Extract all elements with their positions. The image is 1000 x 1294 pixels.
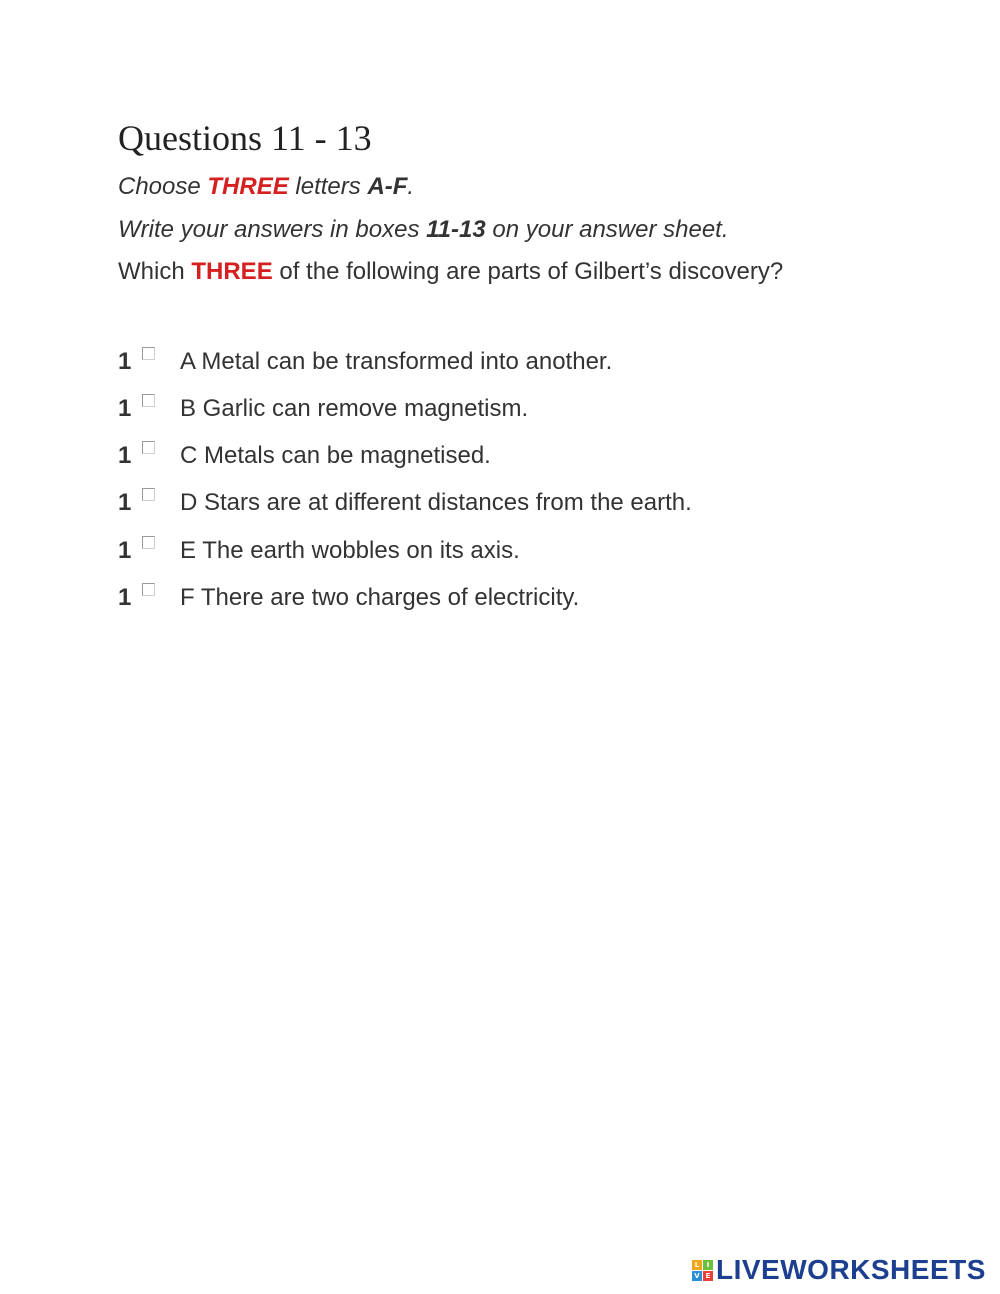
instruction-choose-count: THREE — [207, 173, 289, 200]
option-number: 1 — [118, 489, 132, 516]
logo-mark-letter-e: E — [703, 1271, 713, 1281]
option-number: 1 — [118, 442, 132, 469]
liveworksheets-logo-text: LIVEWORKSHEETS — [716, 1254, 986, 1285]
option-d-checkbox[interactable] — [142, 488, 155, 501]
option-e-checkbox[interactable] — [142, 536, 155, 549]
instruction-write-boxes: 11-13 — [426, 216, 486, 243]
logo-mark-letter-v: V — [692, 1271, 702, 1281]
option-b — [118, 394, 818, 424]
option-d-label: D Stars are at different distances from the earth. — [180, 489, 692, 516]
option-number: 1 — [118, 537, 132, 564]
question-prompt-count: THREE — [191, 258, 273, 285]
option-a — [118, 347, 818, 377]
option-f — [118, 583, 818, 613]
instruction-choose-pre: Choose — [118, 173, 208, 200]
question-prompt-pre: Which — [118, 258, 192, 285]
option-number: 1 — [118, 584, 132, 611]
option-c — [118, 441, 818, 471]
instruction-write-pre: Write your answers in boxes — [118, 216, 427, 243]
option-b-checkbox[interactable] — [142, 394, 155, 407]
option-number: 1 — [118, 348, 132, 375]
instruction-choose — [118, 172, 414, 202]
option-e — [118, 536, 818, 566]
question-prompt-post: of the following are parts of Gilbert’s discovery? — [272, 258, 784, 285]
logo-mark-letter-i: I — [703, 1260, 713, 1270]
liveworksheets-logo-mark-icon — [692, 1260, 713, 1281]
page-title: Questions 11 - 13 — [118, 118, 372, 158]
option-b-label: B Garlic can remove magnetism. — [180, 395, 529, 422]
instruction-choose-range: A-F — [367, 173, 408, 200]
option-c-checkbox[interactable] — [142, 441, 155, 454]
option-a-label: A Metal can be transformed into another. — [180, 348, 613, 375]
option-f-label: F There are two charges of electricity. — [180, 584, 580, 611]
instruction-write-post: on your answer sheet. — [485, 216, 729, 243]
option-a-checkbox[interactable] — [142, 347, 155, 360]
option-f-checkbox[interactable] — [142, 583, 155, 596]
instruction-choose-mid: letters — [288, 173, 368, 200]
liveworksheets-logo — [692, 1255, 986, 1285]
option-number: 1 — [118, 395, 132, 422]
option-d — [118, 488, 818, 518]
instruction-write — [118, 215, 729, 245]
option-e-label: E The earth wobbles on its axis. — [180, 537, 520, 564]
instruction-choose-post: . — [407, 173, 415, 200]
logo-mark-letter-l: L — [692, 1260, 702, 1270]
question-prompt — [118, 257, 783, 287]
option-c-label: C Metals can be magnetised. — [180, 442, 491, 469]
